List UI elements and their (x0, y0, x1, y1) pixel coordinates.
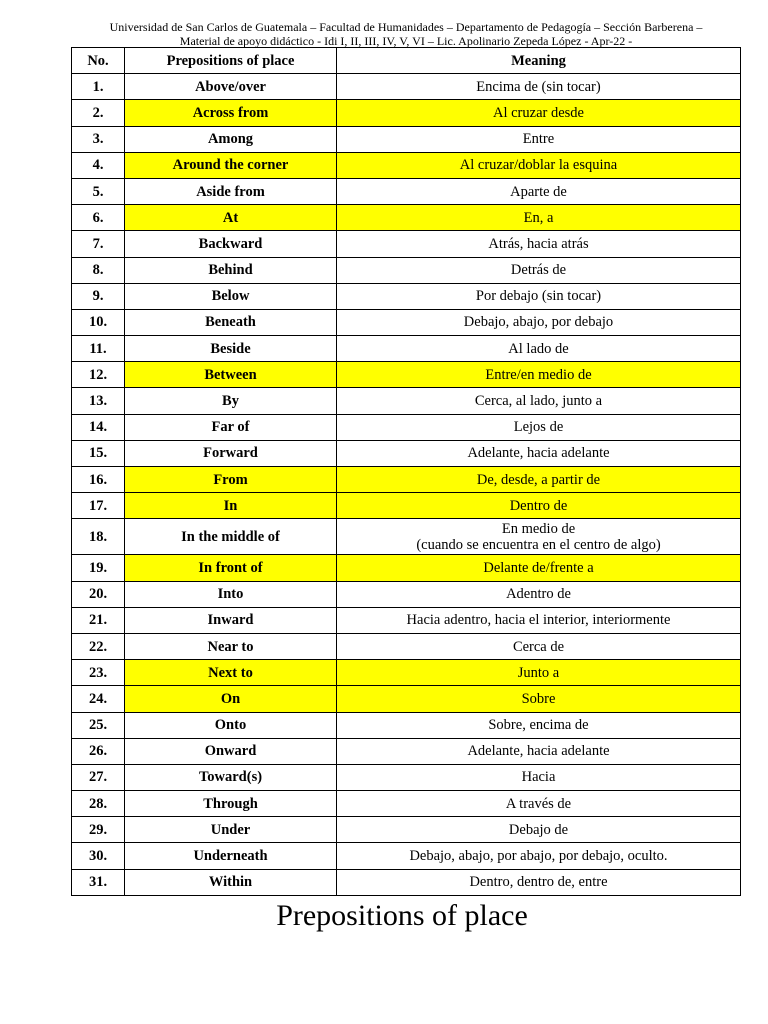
meaning-cell: En, a (337, 205, 741, 231)
meaning-cell: Junto a (337, 660, 741, 686)
row-number: 18. (72, 519, 125, 555)
row-number: 23. (72, 660, 125, 686)
row-number: 3. (72, 126, 125, 152)
meaning-cell: Por debajo (sin tocar) (337, 283, 741, 309)
header-line-1: Universidad de San Carlos de Guatemala – Facultad de Humanidades – Departamento de Pedagogía – Sección Barberena – (109, 20, 703, 34)
row-number: 31. (72, 869, 125, 895)
meaning-cell: Al cruzar desde (337, 100, 741, 126)
meaning-cell: A través de (337, 791, 741, 817)
preposition-cell: Forward (125, 440, 337, 466)
table-row (72, 100, 741, 126)
page-title: Prepositions of place (276, 899, 528, 932)
row-number: 28. (72, 791, 125, 817)
table-row (72, 362, 741, 388)
preposition-cell: Toward(s) (125, 764, 337, 790)
meaning-cell: Debajo, abajo, por debajo (337, 309, 741, 335)
meaning-cell: Detrás de (337, 257, 741, 283)
meaning-cell: Cerca, al lado, junto a (337, 388, 741, 414)
table-row (72, 869, 741, 895)
row-number: 29. (72, 817, 125, 843)
meaning-text: En medio de (501, 520, 576, 537)
row-number: 16. (72, 467, 125, 493)
row-number: 26. (72, 738, 125, 764)
meaning-cell: Cerca de (337, 633, 741, 659)
preposition-cell: Around the corner (125, 152, 337, 178)
row-number: 24. (72, 686, 125, 712)
meaning-note: (cuando se encuentra en el centro de algo) (416, 536, 661, 553)
row-number: 10. (72, 309, 125, 335)
row-number: 11. (72, 336, 125, 362)
row-number: 25. (72, 712, 125, 738)
meaning-cell (337, 519, 741, 555)
preposition-cell: Into (125, 581, 337, 607)
row-number: 21. (72, 607, 125, 633)
table-row (72, 633, 741, 659)
table-row (72, 309, 741, 335)
table-row (72, 414, 741, 440)
meaning-cell: Atrás, hacia atrás (337, 231, 741, 257)
table-row (72, 126, 741, 152)
meaning-cell: Hacia (337, 764, 741, 790)
preposition-cell: Underneath (125, 843, 337, 869)
preposition-cell: Aside from (125, 178, 337, 204)
meaning-cell: Aparte de (337, 178, 741, 204)
column-header-no: No. (72, 48, 125, 74)
preposition-cell: Behind (125, 257, 337, 283)
table-row (72, 712, 741, 738)
preposition-cell: Through (125, 791, 337, 817)
row-number: 1. (72, 74, 125, 100)
meaning-cell: Adentro de (337, 581, 741, 607)
row-number: 30. (72, 843, 125, 869)
preposition-cell: Backward (125, 231, 337, 257)
row-number: 27. (72, 764, 125, 790)
row-number: 4. (72, 152, 125, 178)
row-number: 20. (72, 581, 125, 607)
preposition-cell: In (125, 493, 337, 519)
table-header-row (72, 48, 741, 74)
meaning-cell: Entre/en medio de (337, 362, 741, 388)
meaning-cell: Lejos de (337, 414, 741, 440)
meaning-cell: Debajo de (337, 817, 741, 843)
meaning-cell: Encima de (sin tocar) (337, 74, 741, 100)
meaning-cell: De, desde, a partir de (337, 467, 741, 493)
table-row (72, 607, 741, 633)
table-row (72, 388, 741, 414)
table-row (72, 686, 741, 712)
row-number: 14. (72, 414, 125, 440)
row-number: 5. (72, 178, 125, 204)
meaning-cell: Al lado de (337, 336, 741, 362)
table-row (72, 764, 741, 790)
table-row (72, 336, 741, 362)
meaning-cell: Dentro, dentro de, entre (337, 869, 741, 895)
table-row (72, 152, 741, 178)
prepositions-table (71, 47, 741, 896)
preposition-cell: From (125, 467, 337, 493)
meaning-cell: Hacia adentro, hacia el interior, interiormente (337, 607, 741, 633)
meaning-cell: Entre (337, 126, 741, 152)
table-row (72, 738, 741, 764)
table-row (72, 440, 741, 466)
row-number: 2. (72, 100, 125, 126)
preposition-cell: Under (125, 817, 337, 843)
table-row (72, 205, 741, 231)
row-number: 6. (72, 205, 125, 231)
table-row (72, 817, 741, 843)
preposition-cell: Within (125, 869, 337, 895)
table-row (72, 283, 741, 309)
meaning-cell: Adelante, hacia adelante (337, 440, 741, 466)
row-number: 9. (72, 283, 125, 309)
row-number: 22. (72, 633, 125, 659)
preposition-cell: Near to (125, 633, 337, 659)
preposition-cell: Far of (125, 414, 337, 440)
preposition-cell: Onto (125, 712, 337, 738)
row-number: 15. (72, 440, 125, 466)
meaning-cell: Sobre, encima de (337, 712, 741, 738)
preposition-cell: Below (125, 283, 337, 309)
meaning-cell: Al cruzar/doblar la esquina (337, 152, 741, 178)
table-row (72, 178, 741, 204)
column-header-preposition: Prepositions of place (125, 48, 337, 74)
table-row (72, 791, 741, 817)
preposition-cell: Above/over (125, 74, 337, 100)
table-row (72, 467, 741, 493)
row-number: 7. (72, 231, 125, 257)
meaning-cell: Dentro de (337, 493, 741, 519)
preposition-cell: Beside (125, 336, 337, 362)
meaning-cell: Delante de/frente a (337, 555, 741, 581)
preposition-cell: By (125, 388, 337, 414)
table-row (72, 519, 741, 555)
row-number: 12. (72, 362, 125, 388)
meaning-cell: Debajo, abajo, por abajo, por debajo, oculto. (337, 843, 741, 869)
preposition-cell: In the middle of (125, 519, 337, 555)
row-number: 17. (72, 493, 125, 519)
table-row (72, 843, 741, 869)
table-row (72, 493, 741, 519)
preposition-cell: Onward (125, 738, 337, 764)
column-header-meaning: Meaning (337, 48, 741, 74)
table-row (72, 231, 741, 257)
document-header (70, 20, 742, 48)
preposition-cell: Inward (125, 607, 337, 633)
preposition-cell: Next to (125, 660, 337, 686)
table-row (72, 581, 741, 607)
header-line-2: Material de apoyo didáctico - Idi I, II, III, IV, V, VI – Lic. Apolinario Zepeda López - Apr-22 - (179, 34, 633, 48)
preposition-cell: Among (125, 126, 337, 152)
preposition-cell: Across from (125, 100, 337, 126)
table-row (72, 74, 741, 100)
table-row (72, 257, 741, 283)
row-number: 8. (72, 257, 125, 283)
preposition-cell: Beneath (125, 309, 337, 335)
row-number: 19. (72, 555, 125, 581)
preposition-cell: Between (125, 362, 337, 388)
table-row (72, 660, 741, 686)
preposition-cell: At (125, 205, 337, 231)
preposition-cell: On (125, 686, 337, 712)
preposition-cell: In front of (125, 555, 337, 581)
row-number: 13. (72, 388, 125, 414)
meaning-cell: Sobre (337, 686, 741, 712)
table-row (72, 555, 741, 581)
meaning-cell: Adelante, hacia adelante (337, 738, 741, 764)
